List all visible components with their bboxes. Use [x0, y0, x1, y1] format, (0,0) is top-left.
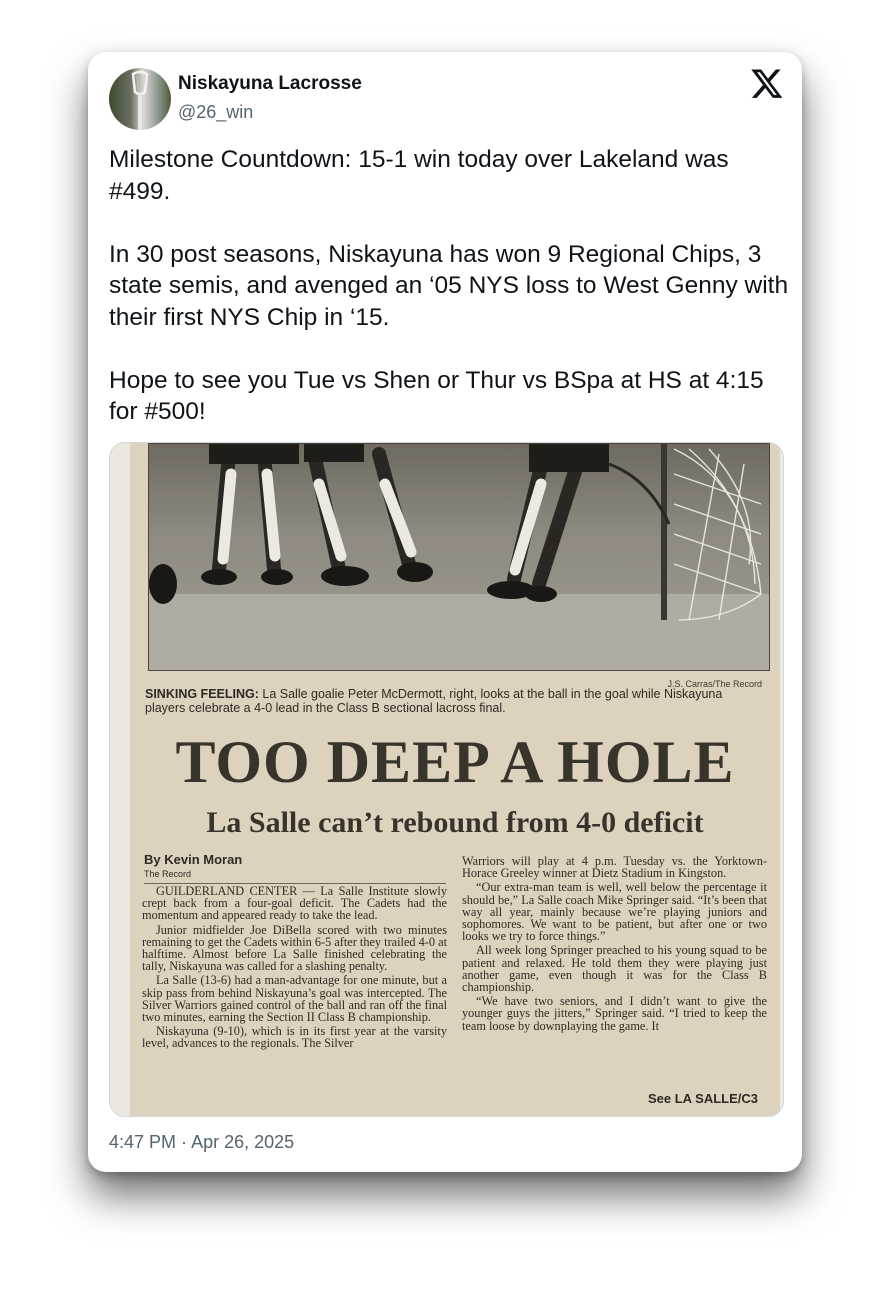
- article-paragraph: Junior midfielder Joe DiBella scored with two minutes remaining to get the Cadets within 6-5 after they trailed 4-0 at halftime. Almost before La Salle finished celebrating the tally, Niskayuna was called for a slashing penalty.: [142, 922, 447, 974]
- article-paragraph: Niskayuna (9-10), which is in its first year at the varsity level, advances to the regionals. The Silver: [142, 1024, 447, 1051]
- lacrosse-stick-icon: [109, 68, 171, 130]
- author-handle[interactable]: @26_win: [178, 102, 254, 122]
- subheadline: La Salle can’t rebound from 4-0 deficit: [206, 806, 704, 839]
- article-paragraph: Warriors will play at 4 p.m. Tuesday vs. the Yorktown-Horace Greeley winner at Dietz Stadium in Kingston.: [462, 854, 767, 881]
- tweet-paragraph: In 30 post seasons, Niskayuna has won 9 Regional Chips, 3 state semis, and avenged an ‘05 NYS loss to West Genny with their first NYS Chip in ‘15.: [109, 240, 789, 331]
- avatar[interactable]: [109, 68, 171, 130]
- tweet-text: [109, 144, 789, 428]
- timestamp-separator: ·: [176, 1132, 192, 1152]
- article-column-right: [462, 855, 767, 1034]
- jump-line: See LA SALLE/C3: [647, 1091, 758, 1106]
- article-paragraph: GUILDERLAND CENTER — La Salle Institute slowly crept back from a four-goal deficit. The Cadets had the momentum and appeared ready to take the lead.: [142, 884, 447, 923]
- tweet-paragraph: Hope to see you Tue vs Shen or Thur vs BSpa at HS at 4:15 for #500!: [109, 366, 764, 425]
- lacrosse-photo: [148, 443, 770, 671]
- photo-credit: J.S. Carras/The Record: [667, 679, 762, 689]
- caption-text: La Salle goalie Peter McDermott, right, looks at the ball in the goal while Niskayuna players celebrate a 4-0 lead in the Class B sectional lacross final.: [145, 687, 723, 715]
- article-paragraph: “We have two seniors, and I didn’t want to give the younger guys the jitters,” Springer said. “I tried to keep the team loose by downplaying the game. It: [462, 994, 767, 1033]
- article-paragraph: La Salle (13-6) had a man-advantage for one minute, but a skip pass from behind Niskayuna’s goal was intercepted. The Silver Warriors gained control of the ball and ran off the final two minutes, earning the Section II Class B championship.: [142, 973, 447, 1025]
- tweet-time[interactable]: 4:47 PM: [109, 1132, 177, 1152]
- newspaper-clipping: [130, 443, 780, 1116]
- author-name[interactable]: Niskayuna Lacrosse: [178, 73, 362, 94]
- article-paragraph: All week long Springer preached to his young squad to be patient and relaxed. He told them they were playing just another game, even though it was for the Class B championship.: [462, 943, 767, 995]
- x-logo-icon[interactable]: [750, 66, 784, 100]
- article-paragraph: “Our extra-man team is well, well below the percentage it should be,” La Salle coach Mike Springer said. “It’s been that way all year, mainly because we’re playing juniors and sophomores. We want to be patient, but after one or two looks we try to force things.”: [462, 880, 767, 944]
- photo-caption: [145, 688, 765, 715]
- caption-lead: SINKING FEELING:: [145, 687, 259, 701]
- tweet-paragraph: Milestone Countdown: 15-1 win today over Lakeland was #499.: [109, 146, 729, 205]
- byline-org: The Record: [144, 869, 192, 879]
- tweet-card: [88, 52, 802, 1172]
- timestamp: [109, 1132, 294, 1153]
- attached-image[interactable]: [109, 442, 784, 1117]
- headline: TOO DEEP A HOLE: [175, 729, 735, 795]
- byline: By Kevin Moran: [144, 852, 243, 867]
- article-column-left: [142, 885, 447, 1052]
- tweet-date[interactable]: Apr 26, 2025: [191, 1132, 295, 1152]
